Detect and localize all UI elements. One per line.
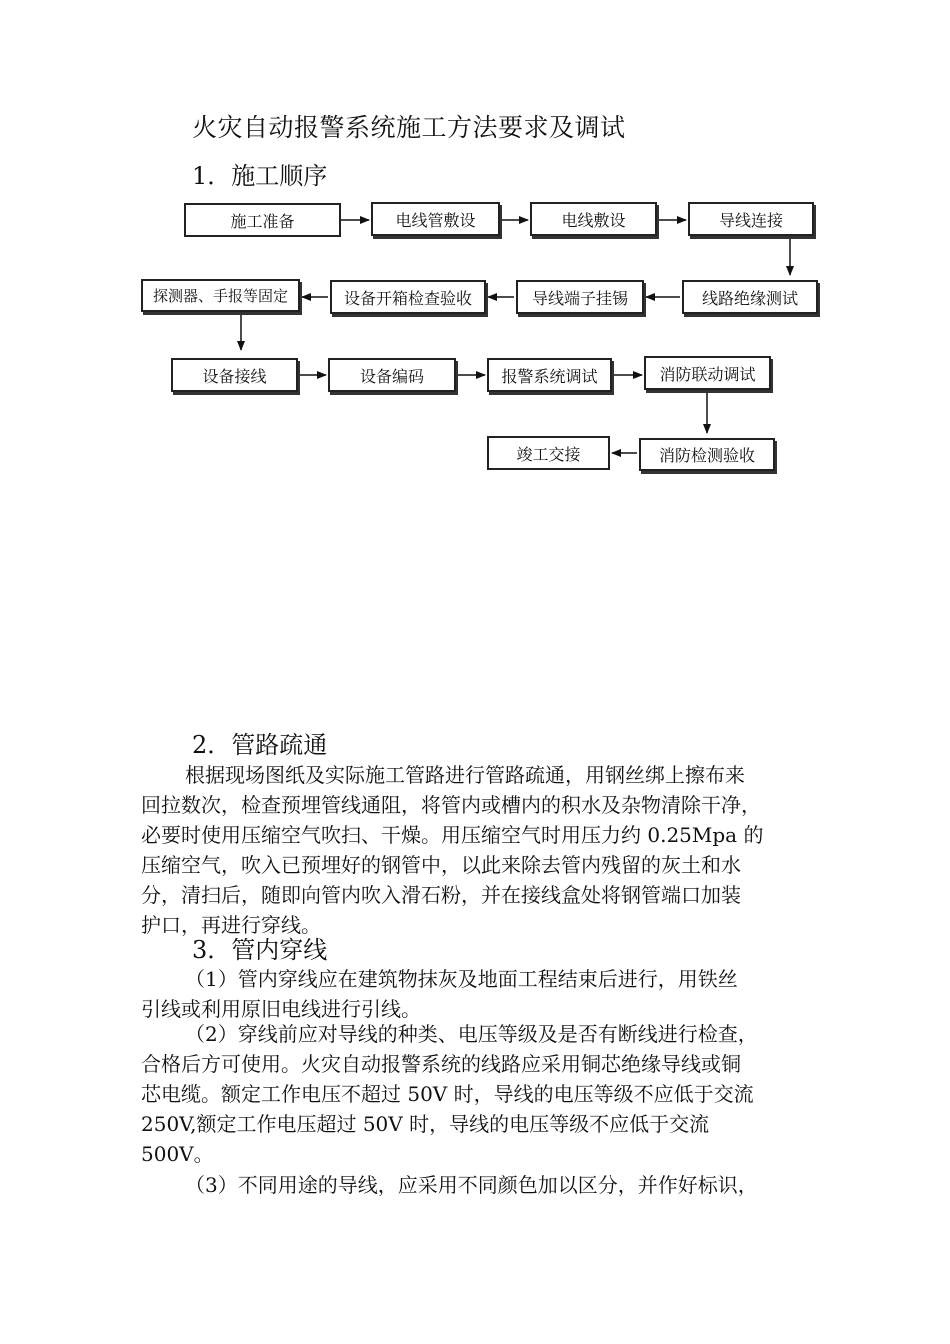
text-line: （1）管内穿线应在建筑物抹灰及地面工程结束后进行，用铁丝 — [185, 967, 738, 991]
flow-step-linkage-debug: 消防联动调试 — [644, 356, 771, 390]
page-title: 火灾自动报警系统施工方法要求及调试 — [192, 113, 626, 142]
section-1-heading: 1．施工顺序 — [192, 162, 328, 190]
flow-step-terminal-tinning: 导线端子挂锡 — [516, 280, 644, 314]
flow-step-detector-mounting: 探测器、手报等固定 — [141, 279, 300, 312]
flowchart-arrows — [0, 0, 950, 500]
section-3-item-1 — [141, 964, 841, 1024]
text-line: 引线或利用原旧电线进行引线。 — [141, 997, 421, 1021]
section-3-heading: 3．管内穿线 — [192, 936, 328, 964]
text-line: 500V。 — [141, 1142, 214, 1166]
section-3-item-3 — [141, 1170, 841, 1200]
flow-step-device-wiring: 设备接线 — [171, 358, 298, 392]
text-line: 护口，再进行穿线。 — [141, 913, 321, 937]
section-2-paragraph — [141, 760, 841, 940]
flow-step-fire-inspection: 消防检测验收 — [639, 438, 775, 471]
text-line: （3）不同用途的导线，应采用不同颜色加以区分，并作好标识， — [185, 1173, 758, 1197]
flow-step-insulation-test: 线路绝缘测试 — [682, 280, 818, 314]
section-2-heading: 2．管路疏通 — [192, 731, 328, 759]
text-line: 分，清扫后，随即向管内吹入滑石粉，并在接线盒处将钢管端口加装 — [141, 883, 741, 907]
section-3-item-2 — [141, 1019, 841, 1169]
flow-step-wire-laying: 电线敷设 — [530, 202, 657, 236]
text-line: 根据现场图纸及实际施工管路进行管路疏通，用钢丝绑上擦布来 — [185, 763, 745, 787]
text-line: 必要时使用压缩空气吹扫、干燥。用压缩空气时用压力约 0.25Mpa 的 — [141, 823, 764, 847]
text-line: （2）穿线前应对导线的种类、电压等级及是否有断线进行检查， — [185, 1022, 758, 1046]
flow-step-device-coding: 设备编码 — [328, 358, 456, 392]
flow-step-wire-connection: 导线连接 — [688, 202, 814, 236]
flow-step-unpacking-inspection: 设备开箱检查验收 — [330, 280, 486, 314]
flow-step-alarm-debug: 报警系统调试 — [487, 358, 612, 392]
text-line: 回拉数次，检查预埋管线通阻，将管内或槽内的积水及杂物清除干净， — [141, 793, 761, 817]
text-line: 250V,额定工作电压超过 50V 时，导线的电压等级不应低于交流 — [141, 1112, 710, 1136]
flow-step-construction-prep: 施工准备 — [184, 203, 341, 237]
text-line: 合格后方可使用。火灾自动报警系统的线路应采用铜芯绝缘导线或铜 — [141, 1052, 741, 1076]
text-line: 芯电缆。额定工作电压不超过 50V 时，导线的电压等级不应低于交流 — [141, 1082, 754, 1106]
text-line: 压缩空气，吹入已预埋好的钢管中，以此来除去管内残留的灰土和水 — [141, 853, 741, 877]
flow-step-conduit-laying: 电线管敷设 — [371, 202, 500, 236]
flow-step-completion-handover: 竣工交接 — [487, 436, 610, 470]
